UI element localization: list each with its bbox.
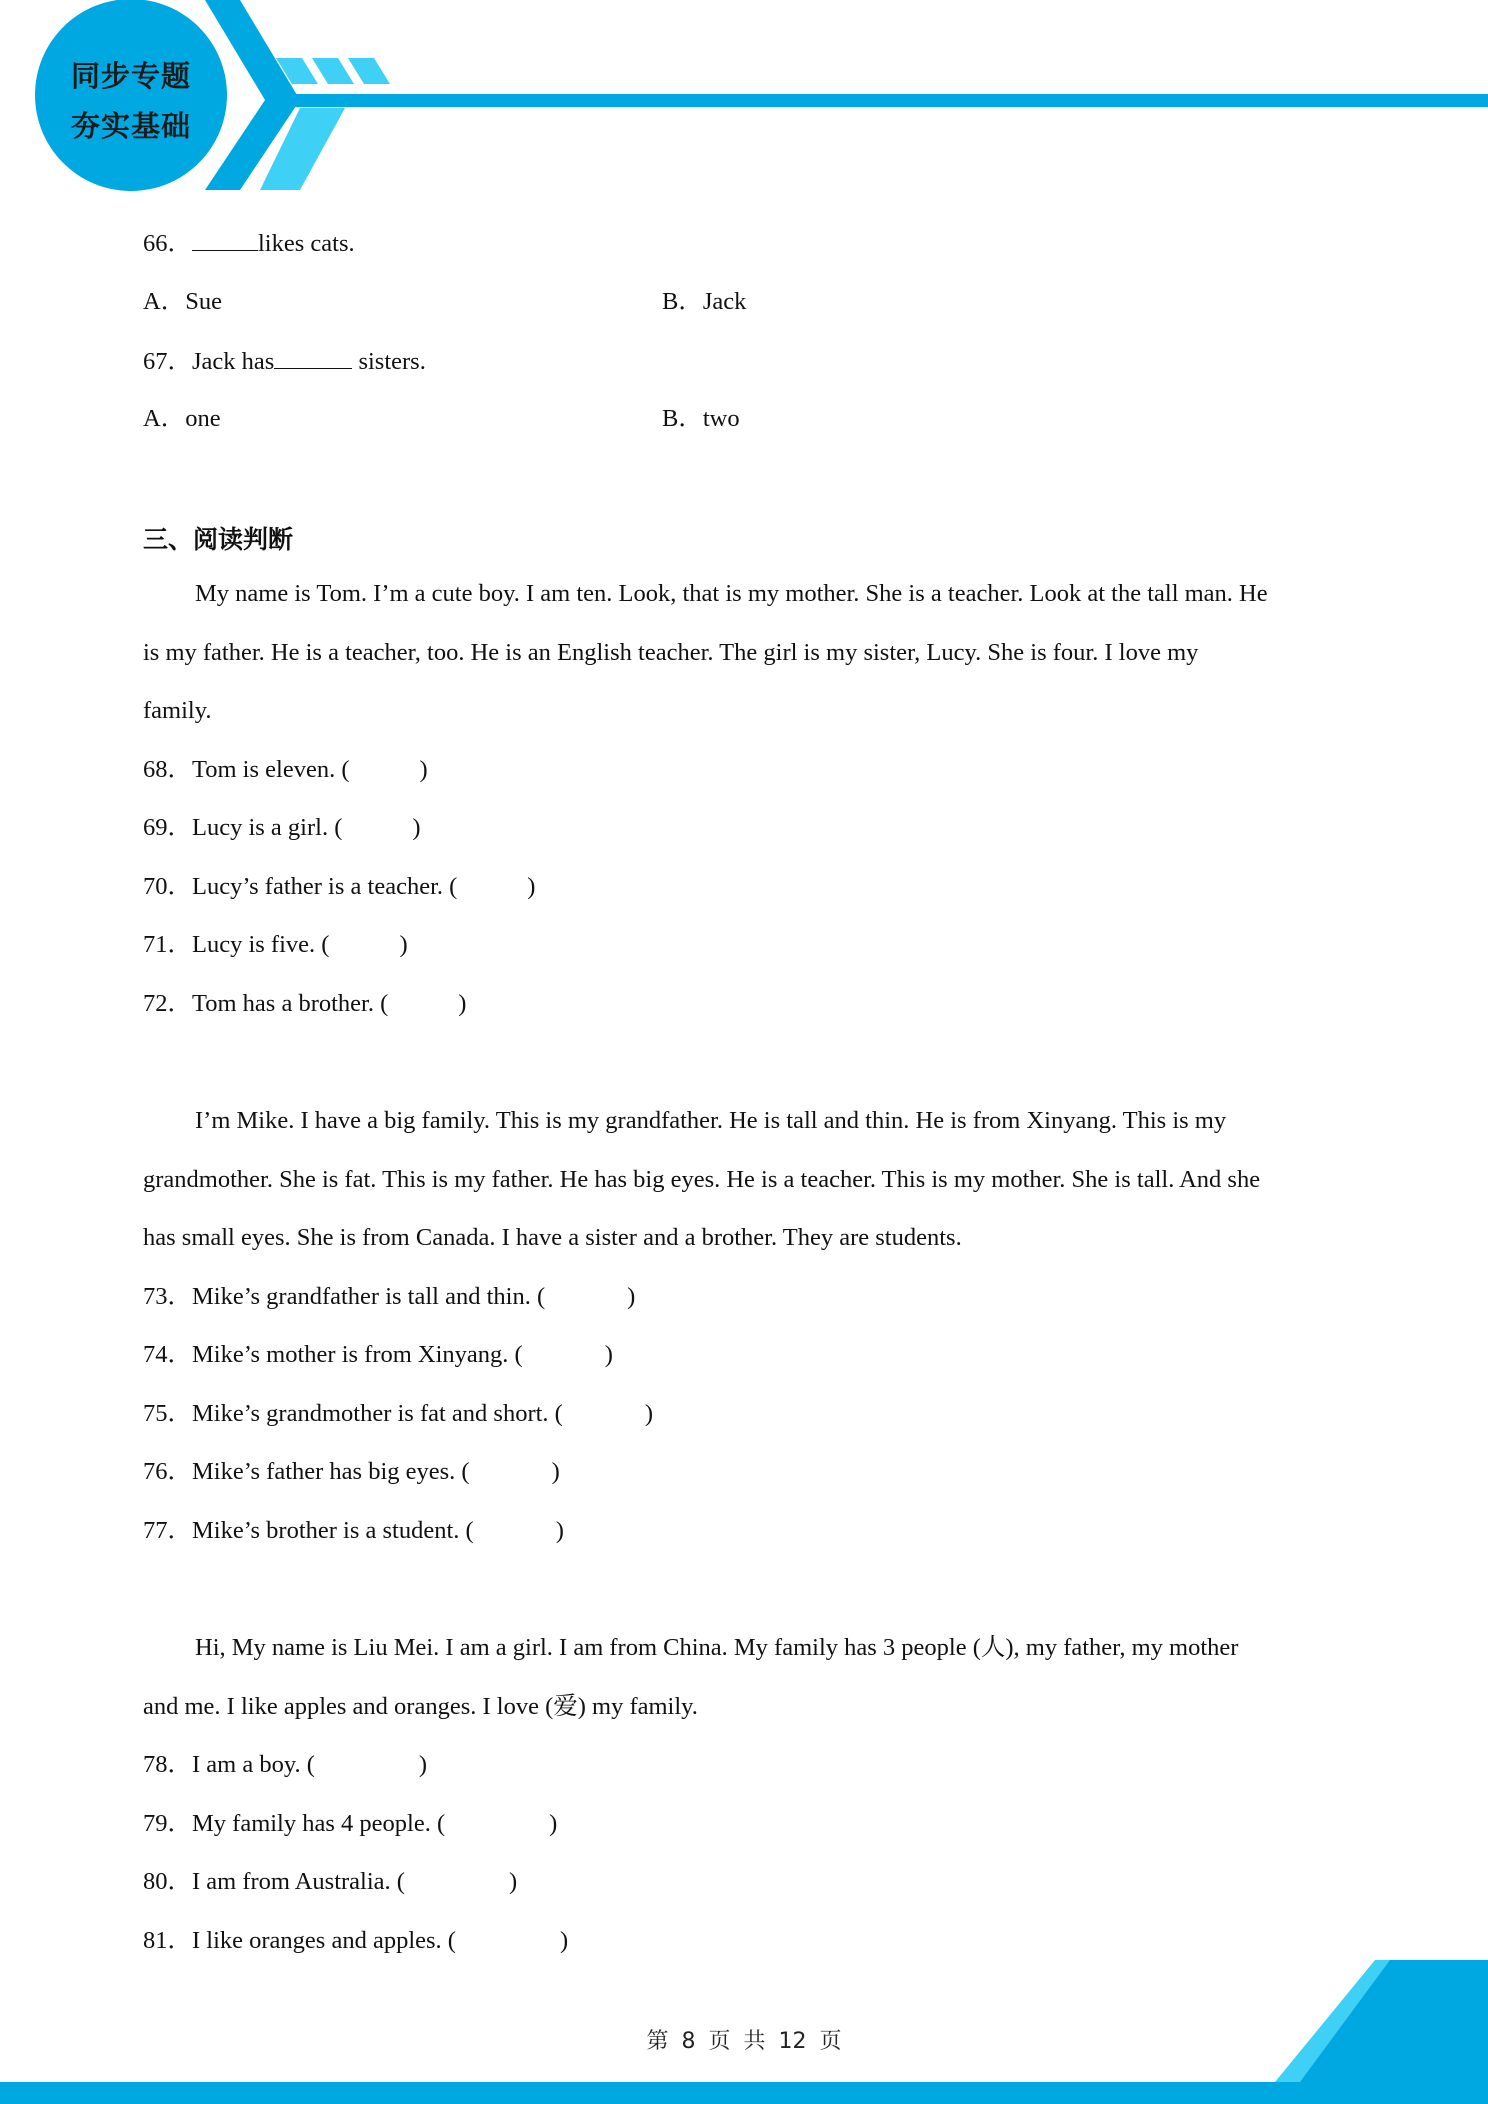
question-77 [143, 1516, 564, 1546]
question-68 [143, 755, 428, 785]
question-number: 69． [143, 814, 192, 841]
question-69 [143, 813, 421, 843]
paren-close: ) [458, 990, 467, 1017]
option-b: B．Jack [662, 288, 747, 315]
question-text: Tom has a brother. ( [192, 990, 389, 1017]
question-text: Lucy’s father is a teacher. ( [192, 873, 458, 900]
badge-title-line2: 夯实基础 [70, 109, 191, 143]
question-80 [143, 1867, 517, 1897]
question-text: I am from Australia. ( [192, 1868, 405, 1895]
question-number: 70． [143, 873, 192, 900]
question-number: 74． [143, 1341, 192, 1368]
question-text: I am a boy. ( [192, 1751, 315, 1778]
question-text: Mike’s mother is from Xinyang. ( [192, 1341, 523, 1368]
page-number: 第 8 页 共 12 页 [646, 2029, 842, 2054]
passage3-line: and me. I like apples and oranges. I love (爱) my family. [143, 1693, 698, 1720]
question-number: 76． [143, 1458, 192, 1485]
question-67 [143, 346, 426, 377]
passage3-line: Hi, My name is Liu Mei. I am a girl. I am from China. My family has 3 people (人), my father, my mother [195, 1634, 1239, 1661]
question-text: likes cats. [258, 230, 355, 257]
answer-blank [274, 346, 352, 369]
paren-close: ) [527, 873, 536, 900]
paren-close: ) [418, 1751, 428, 1778]
question-number: 68． [143, 756, 192, 783]
question-73 [143, 1282, 635, 1312]
question-text: Lucy is five. ( [192, 931, 330, 958]
question-74 [143, 1340, 613, 1370]
option-a: A．one [143, 405, 221, 432]
paren-close: ) [559, 1927, 569, 1954]
option-a: A．Sue [143, 288, 222, 315]
question-number: 72． [143, 990, 192, 1017]
section-title: 三、阅读判断 [143, 525, 294, 554]
question-number: 77． [143, 1517, 192, 1544]
paren-close: ) [551, 1458, 560, 1485]
question-number: 66． [143, 230, 192, 257]
question-71 [143, 930, 408, 960]
question-76 [143, 1457, 560, 1487]
question-text: I like oranges and apples. ( [192, 1927, 456, 1954]
question-66 [143, 228, 355, 259]
question-79 [143, 1809, 557, 1839]
question-text: Mike’s grandmother is fat and short. ( [192, 1400, 563, 1427]
question-81 [143, 1926, 568, 1956]
paren-close: ) [399, 931, 408, 958]
passage2-line: grandmother. She is fat. This is my father. He has big eyes. He is a teacher. This is my mother. She is tall. And she [143, 1166, 1261, 1193]
header-decoration [0, 0, 1488, 200]
question-number: 81． [143, 1927, 192, 1954]
paren-close: ) [419, 756, 428, 783]
question-number: 78． [143, 1751, 192, 1778]
question-text-after: sisters. [352, 348, 426, 375]
question-text: Mike’s grandfather is tall and thin. ( [192, 1283, 546, 1310]
passage2-line: I’m Mike. I have a big family. This is my grandfather. He is tall and thin. He is from Xinyang. This is my [195, 1107, 1227, 1134]
question-number: 67． [143, 348, 192, 375]
question-78 [143, 1750, 427, 1780]
question-72 [143, 989, 466, 1019]
paren-close: ) [644, 1400, 653, 1427]
question-70 [143, 872, 535, 902]
question-text: Mike’s brother is a student. ( [192, 1517, 474, 1544]
paren-close: ) [555, 1517, 564, 1544]
question-text: Tom is eleven. ( [192, 756, 350, 783]
question-75 [143, 1399, 653, 1429]
passage1-line: My name is Tom. I’m a cute boy. I am ten. Look, that is my mother. She is a teacher. Look at the tall man. He [195, 580, 1268, 607]
question-text: Mike’s father has big eyes. ( [192, 1458, 470, 1485]
paren-close: ) [549, 1810, 558, 1837]
question-text: Lucy is a girl. ( [192, 814, 343, 841]
option-b: B．two [662, 405, 740, 432]
badge-title-line1: 同步专题 [70, 59, 191, 93]
question-number: 71． [143, 931, 192, 958]
passage2-line: has small eyes. She is from Canada. I have a sister and a brother. They are students. [143, 1224, 962, 1251]
question-number: 80． [143, 1868, 192, 1895]
passage1-line: family. [143, 697, 212, 724]
question-text-before: Jack has [192, 348, 275, 375]
answer-blank [192, 228, 258, 251]
paren-close: ) [604, 1341, 613, 1368]
question-number: 79． [143, 1810, 192, 1837]
question-number: 75． [143, 1400, 192, 1427]
paren-close: ) [508, 1868, 518, 1895]
passage1-line: is my father. He is a teacher, too. He is an English teacher. The girl is my sister, Lucy. She is four. I love my [143, 639, 1199, 666]
paren-close: ) [627, 1283, 636, 1310]
question-text: My family has 4 people. ( [192, 1810, 446, 1837]
paren-close: ) [412, 814, 421, 841]
question-number: 73． [143, 1283, 192, 1310]
